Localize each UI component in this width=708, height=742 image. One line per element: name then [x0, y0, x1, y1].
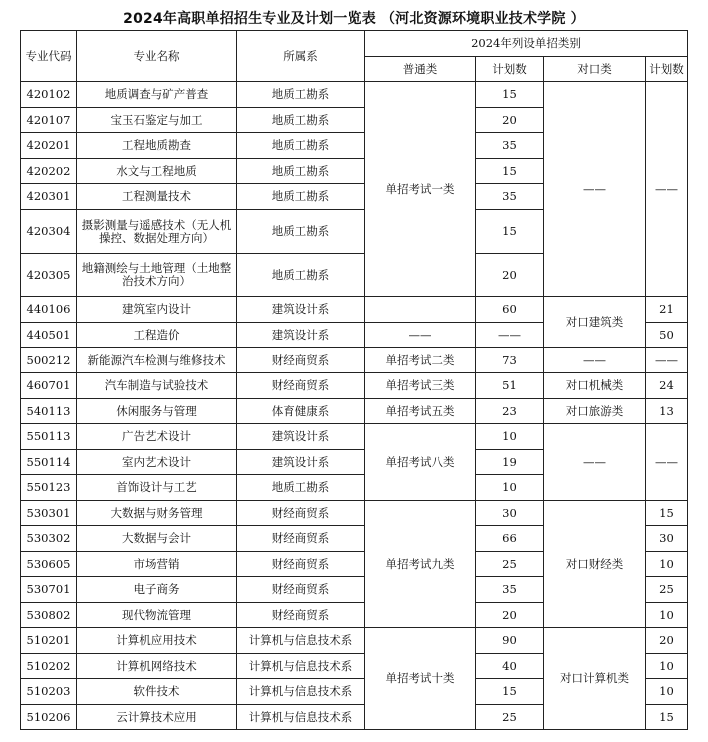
header-general-plan: 计划数	[476, 57, 544, 82]
cell-dept: 地质工勘系	[237, 133, 365, 159]
table-row	[21, 297, 688, 323]
cell-plan-dash: ——	[476, 323, 544, 348]
cell-dept: 财经商贸系	[237, 348, 365, 373]
cell-code: 530302	[21, 526, 77, 552]
cell-code: 550123	[21, 475, 77, 501]
header-dept: 所属系	[237, 31, 365, 82]
cell-dept: 地质工勘系	[237, 82, 365, 108]
cell-plan: 20	[476, 108, 544, 133]
cell-vocational-plan-dash: ——	[646, 424, 688, 501]
cell-vplan: 15	[646, 705, 688, 730]
cell-dept: 建筑设计系	[237, 297, 365, 323]
cell-vocational-dash: ——	[544, 82, 646, 297]
cell-plan: 66	[476, 526, 544, 552]
cell-name: 水文与工程地质	[77, 159, 237, 184]
cell-vocational-dash: ——	[544, 348, 646, 373]
cell-name: 现代物流管理	[77, 603, 237, 628]
cell-dept: 财经商贸系	[237, 552, 365, 577]
cell-name: 汽车制造与试验技术	[77, 373, 237, 399]
cell-name: 工程测量技术	[77, 184, 237, 210]
cell-code: 420201	[21, 133, 77, 159]
cell-code: 420102	[21, 82, 77, 108]
cell-plan: 25	[476, 705, 544, 730]
cell-name: 工程造价	[77, 323, 237, 348]
cell-plan: 15	[476, 679, 544, 705]
cell-vplan: 15	[646, 501, 688, 526]
cell-plan: 20	[476, 254, 544, 297]
cell-name: 地质调查与矿产普查	[77, 82, 237, 108]
cell-plan: 19	[476, 450, 544, 475]
cell-code: 420301	[21, 184, 77, 210]
cell-general-dash: ——	[365, 323, 476, 348]
cell-name: 地籍测绘与土地管理（土地整治技术方向）	[77, 254, 237, 297]
header-vocational-plan: 计划数	[646, 57, 688, 82]
cell-name: 新能源汽车检测与维修技术	[77, 348, 237, 373]
cell-name: 软件技术	[77, 679, 237, 705]
cell-code: 420202	[21, 159, 77, 184]
cell-plan: 35	[476, 184, 544, 210]
cell-name: 大数据与财务管理	[77, 501, 237, 526]
cell-name: 广告艺术设计	[77, 424, 237, 450]
cell-plan: 10	[476, 475, 544, 501]
cell-dept: 财经商贸系	[237, 577, 365, 603]
cell-code: 420305	[21, 254, 77, 297]
cell-dept: 财经商贸系	[237, 603, 365, 628]
cell-vplan: 13	[646, 399, 688, 424]
cell-name: 电子商务	[77, 577, 237, 603]
cell-category-exam10: 单招考试十类	[365, 628, 476, 730]
cell-dept: 地质工勘系	[237, 475, 365, 501]
cell-plan: 73	[476, 348, 544, 373]
cell-vocational-plan-dash: ——	[646, 82, 688, 297]
cell-name: 计算机应用技术	[77, 628, 237, 654]
cell-code: 530605	[21, 552, 77, 577]
cell-category-exam2: 单招考试二类	[365, 348, 476, 373]
cell-plan: 15	[476, 82, 544, 108]
cell-dept: 计算机与信息技术系	[237, 628, 365, 654]
header-name: 专业名称	[77, 31, 237, 82]
cell-dept: 建筑设计系	[237, 424, 365, 450]
cell-dept: 财经商贸系	[237, 373, 365, 399]
cell-code: 550113	[21, 424, 77, 450]
cell-name: 建筑室内设计	[77, 297, 237, 323]
cell-dept: 财经商贸系	[237, 526, 365, 552]
cell-dept: 计算机与信息技术系	[237, 705, 365, 730]
cell-name: 工程地质勘查	[77, 133, 237, 159]
cell-category-exam8: 单招考试八类	[365, 424, 476, 501]
table-row	[21, 373, 688, 399]
cell-code: 500212	[21, 348, 77, 373]
header-code: 专业代码	[21, 31, 77, 82]
header-group: 2024年列设单招类别	[365, 31, 688, 57]
cell-dept: 地质工勘系	[237, 210, 365, 254]
cell-category-exam3: 单招考试三类	[365, 373, 476, 399]
cell-vplan: 10	[646, 552, 688, 577]
cell-vplan: 21	[646, 297, 688, 323]
cell-name: 市场营销	[77, 552, 237, 577]
cell-code: 460701	[21, 373, 77, 399]
cell-plan: 20	[476, 603, 544, 628]
cell-vocational-plan-dash: ——	[646, 348, 688, 373]
cell-vplan: 30	[646, 526, 688, 552]
cell-category-exam5: 单招考试五类	[365, 399, 476, 424]
table-row	[21, 348, 688, 373]
cell-vplan: 10	[646, 654, 688, 679]
cell-vplan: 25	[646, 577, 688, 603]
cell-name: 室内艺术设计	[77, 450, 237, 475]
cell-vplan: 20	[646, 628, 688, 654]
header-general: 普通类	[365, 57, 476, 82]
cell-name: 摄影测量与遥感技术（无人机操控、数据处理方向）	[77, 210, 237, 254]
cell-name: 大数据与会计	[77, 526, 237, 552]
cell-plan: 23	[476, 399, 544, 424]
cell-category-voc-computer: 对口计算机类	[544, 628, 646, 730]
cell-dept: 地质工勘系	[237, 108, 365, 133]
enrollment-plan-table	[20, 30, 688, 730]
cell-plan: 10	[476, 424, 544, 450]
cell-code: 510202	[21, 654, 77, 679]
cell-code: 540113	[21, 399, 77, 424]
header-vocational: 对口类	[544, 57, 646, 82]
cell-category-exam9: 单招考试九类	[365, 501, 476, 628]
cell-dept: 建筑设计系	[237, 450, 365, 475]
cell-dept: 财经商贸系	[237, 501, 365, 526]
table-row	[21, 501, 688, 526]
cell-plan: 30	[476, 501, 544, 526]
cell-code: 530301	[21, 501, 77, 526]
cell-name: 首饰设计与工艺	[77, 475, 237, 501]
cell-category-voc-tourism: 对口旅游类	[544, 399, 646, 424]
cell-plan: 15	[476, 159, 544, 184]
cell-name: 休闲服务与管理	[77, 399, 237, 424]
cell-dept: 计算机与信息技术系	[237, 654, 365, 679]
cell-plan: 35	[476, 577, 544, 603]
cell-vplan: 50	[646, 323, 688, 348]
cell-code: 420107	[21, 108, 77, 133]
cell-name: 云计算技术应用	[77, 705, 237, 730]
table-row	[21, 424, 688, 450]
cell-vocational-dash: ——	[544, 424, 646, 501]
cell-code: 550114	[21, 450, 77, 475]
cell-plan: 40	[476, 654, 544, 679]
table-row	[21, 628, 688, 654]
cell-plan: 25	[476, 552, 544, 577]
cell-code: 510206	[21, 705, 77, 730]
cell-name: 计算机网络技术	[77, 654, 237, 679]
cell-code: 510203	[21, 679, 77, 705]
cell-plan: 15	[476, 210, 544, 254]
cell-category-voc-machinery: 对口机械类	[544, 373, 646, 399]
cell-vplan: 24	[646, 373, 688, 399]
cell-dept: 计算机与信息技术系	[237, 679, 365, 705]
cell-vplan: 10	[646, 679, 688, 705]
cell-category-voc-finance: 对口财经类	[544, 501, 646, 628]
cell-plan: 51	[476, 373, 544, 399]
cell-dept: 建筑设计系	[237, 323, 365, 348]
cell-dept: 地质工勘系	[237, 159, 365, 184]
table-row	[21, 82, 688, 108]
cell-plan: 90	[476, 628, 544, 654]
table-row	[21, 399, 688, 424]
cell-code: 530701	[21, 577, 77, 603]
cell-code: 530802	[21, 603, 77, 628]
cell-vplan: 10	[646, 603, 688, 628]
cell-plan: 35	[476, 133, 544, 159]
cell-code: 420304	[21, 210, 77, 254]
cell-category-exam1: 单招考试一类	[365, 82, 476, 297]
cell-name: 宝玉石鉴定与加工	[77, 108, 237, 133]
cell-dept: 地质工勘系	[237, 184, 365, 210]
cell-dept: 体育健康系	[237, 399, 365, 424]
cell-code: 440106	[21, 297, 77, 323]
cell-code: 510201	[21, 628, 77, 654]
cell-dept: 地质工勘系	[237, 254, 365, 297]
cell-category-voc-building: 对口建筑类	[544, 297, 646, 348]
cell-category-exam1-cont	[365, 297, 476, 323]
cell-code: 440501	[21, 323, 77, 348]
page-title: 2024年高职单招招生专业及计划一览表 （河北资源环境职业技术学院 ）	[123, 11, 585, 27]
cell-plan: 60	[476, 297, 544, 323]
